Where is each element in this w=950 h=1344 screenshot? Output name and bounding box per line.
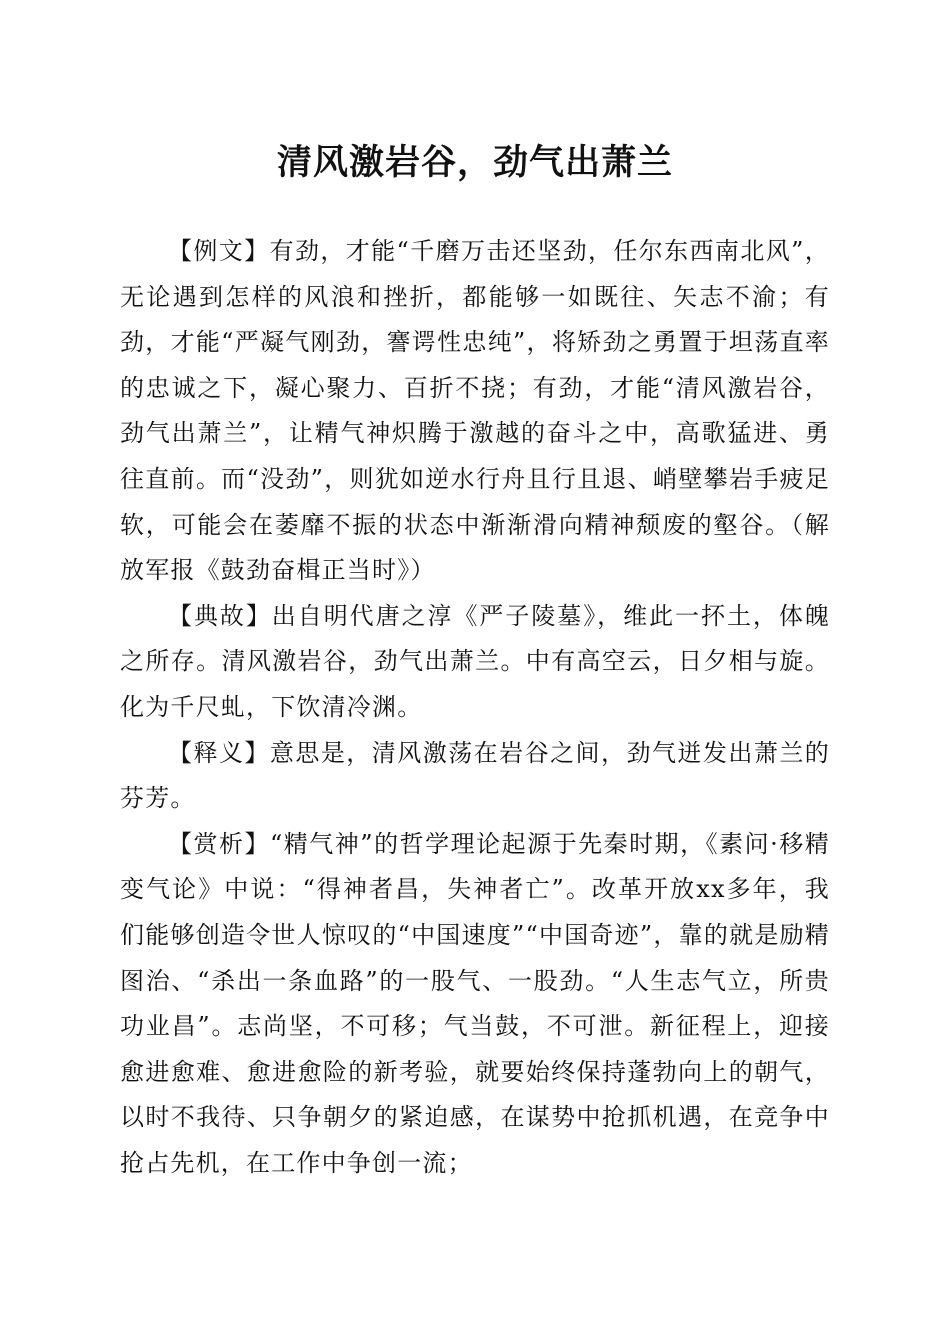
paragraph-example: 【例文】有劲，才能“千磨万击还坚劲，任尔东西南北风”，无论遇到怎样的风浪和挫折，都能够一如既往、矢志不渝；有劲，才能“严凝气刚劲，謇谔性忠纯”，将矫劲之勇置于坦荡直率的忠诚之下，凝心聚力、百折不挠；有劲，才能“清风激岩谷，劲气出萧兰”，让精气神炽腾于激越的奋斗之中，高歌猛进、勇往直前。而“没劲”，则犹如逆水行舟且行且退、峭壁攀岩手疲足软，可能会在萎靡不振的状态中渐渐滑向精神颓废的壑谷。（解放军报《鼓劲奋楫正当时》）	[120, 237, 830, 585]
document-title: 清风激岩谷，劲气出萧兰	[276, 142, 673, 183]
document-body	[120, 229, 830, 1186]
paragraph-appreciation: 【赏析】“精气神”的哲学理论起源于先秦时期，《素问·移精变气论》中说：“得神者昌，失神者亡”。改革开放xx多年，我们能够创造令世人惊叹的“中国速度”“中国奇迹”，靠的就是励精图治、“杀出一条血路”的一股气、一股劲。“人生志气立，所贵功业昌”。志尚坚，不可移；气当鼓，不可泄。新征程上，迎接愈进愈难、愈进愈险的新考验，就要始终保持蓬勃向上的朝气，以时不我待、只争朝夕的紧迫感，在谋势中抢抓机遇，在竞争中抢占先机，在工作中争创一流；	[120, 829, 830, 1177]
paragraph-allusion: 【典故】出自明代唐之淳《严子陵墓》，维此一抔土，体魄之所存。清风激岩谷，劲气出萧兰。中有高空云，日夕相与旋。化为千尺虬，下饮清冷渊。	[120, 601, 830, 721]
paragraph-meaning: 【释义】意思是，清风激荡在岩谷之间，劲气迸发出萧兰的芬芳。	[120, 738, 830, 813]
